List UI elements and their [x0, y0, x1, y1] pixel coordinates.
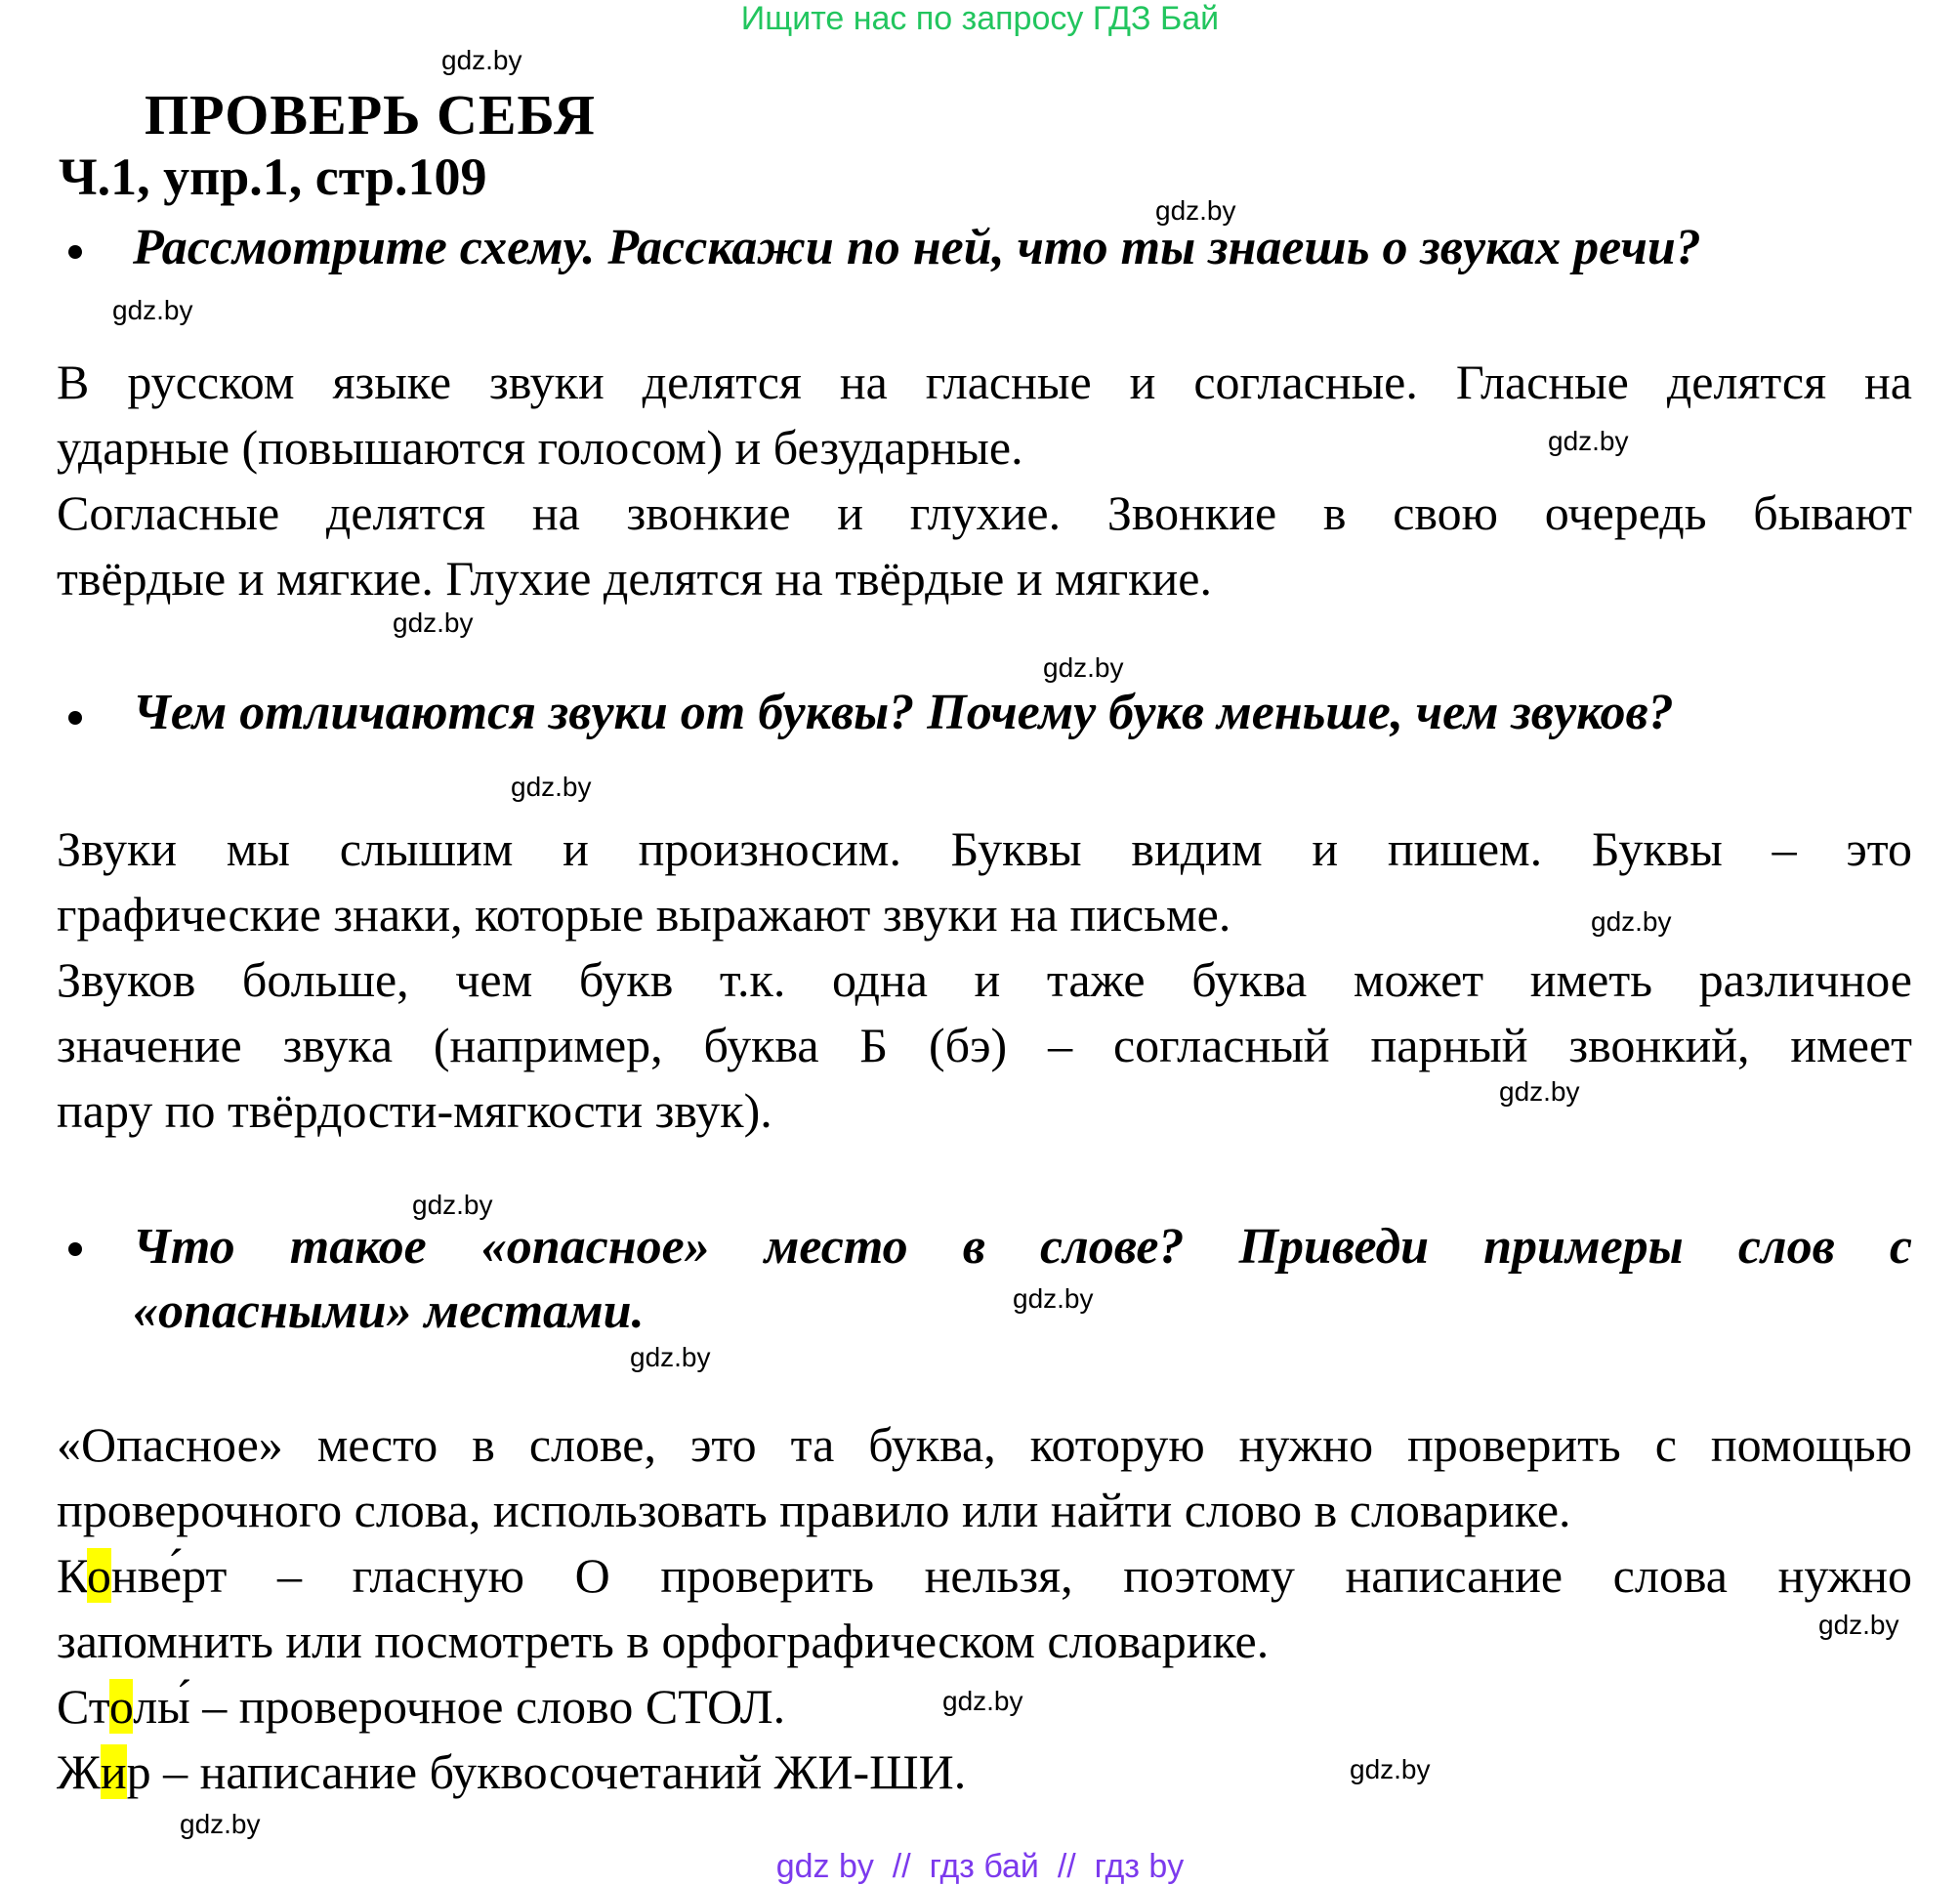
bullet-icon	[68, 245, 82, 259]
answer-line: Звуки мы слышим и произносим. Буквы видим и пишем. Буквы – это	[57, 821, 1912, 876]
word-part: Ж	[57, 1744, 101, 1799]
watermark: gdz.by	[412, 1190, 493, 1220]
answer-line: графические знаки, которые выражают звуки на письме.	[57, 887, 1231, 942]
answer-line: Звуков больше, чем букв т.к. одна и таже буква может иметь различное	[57, 952, 1912, 1007]
answer-2	[57, 817, 1912, 1144]
watermark: gdz.by	[942, 1686, 1023, 1716]
answer-line: ударные (повышаются голосом) и безударные.	[57, 420, 1023, 475]
example-konvert	[57, 1543, 1912, 1609]
answer-line: Согласные делятся на звонкие и глухие. Звонкие в свою очередь бывают	[57, 485, 1912, 540]
word-part: р – написание буквосочетаний ЖИ-ШИ.	[126, 1744, 967, 1799]
example-zhir	[57, 1739, 1912, 1805]
question-line: «опасными» местами.	[133, 1283, 645, 1339]
exercise-reference: Ч.1, упр.1, стр.109	[59, 147, 487, 206]
answer-line: твёрдые и мягкие. Глухие делятся на твёрдые и мягкие.	[57, 551, 1212, 606]
watermark: gdz.by	[441, 45, 522, 75]
watermark: gdz.by	[393, 608, 474, 638]
highlighted-letter: о	[86, 1548, 111, 1603]
watermark: gdz.by	[1350, 1754, 1431, 1784]
question-2: Чем отличаются звуки от буквы? Почему букв меньше, чем звуков?	[133, 685, 1674, 740]
answer-1	[57, 350, 1912, 611]
watermark: gdz.by	[1155, 195, 1236, 226]
footer-links: gdz by // гдз бай // гдз by	[775, 1848, 1185, 1885]
watermark: gdz.by	[511, 772, 592, 802]
bullet-icon	[68, 711, 82, 725]
watermark: gdz.by	[180, 1809, 261, 1839]
word-part: нве́рт – гласную О проверить нельзя, поэтому написание слова нужно	[110, 1548, 1912, 1603]
question-3	[133, 1215, 1912, 1344]
answer-line: пару по твёрдости-мягкости звук).	[57, 1083, 772, 1138]
answer-line: запомнить или посмотреть в орфографическом словарике.	[57, 1614, 1270, 1668]
watermark: gdz.by	[112, 295, 193, 325]
watermark: gdz.by	[1043, 652, 1124, 683]
watermark: gdz.by	[1591, 906, 1672, 937]
answer-3	[57, 1412, 1912, 1805]
bullet-icon	[68, 1242, 82, 1256]
question-1: Рассмотрите схему. Расскажи по ней, что ты знаешь о звуках речи?	[133, 220, 1701, 275]
word-part: К	[57, 1548, 87, 1603]
answer-line: проверочного слова, использовать правило или найти слово в словарике.	[57, 1483, 1571, 1537]
watermark: gdz.by	[1499, 1076, 1580, 1107]
watermark: gdz.by	[1818, 1610, 1899, 1640]
word-part: Ст	[57, 1679, 109, 1734]
watermark: gdz.by	[1013, 1283, 1094, 1314]
answer-line: «Опасное» место в слове, это та буква, которую нужно проверить с помощью	[57, 1417, 1912, 1472]
watermark: gdz.by	[630, 1342, 711, 1372]
search-banner: Ищите нас по запросу ГДЗ Бай	[740, 0, 1220, 37]
highlighted-letter: о	[108, 1679, 134, 1734]
question-line: Что такое «опасное» место в слове? Приведи примеры слов с	[133, 1219, 1912, 1275]
word-part: лы́ – проверочное слово СТОЛ.	[133, 1679, 786, 1734]
answer-line: значение звука (например, буква Б (бэ) – согласный парный звонкий, имеет	[57, 1018, 1912, 1072]
answer-line: В русском языке звуки делятся на гласные и согласные. Гласные делятся на	[57, 355, 1912, 409]
watermark: gdz.by	[1548, 426, 1629, 456]
page-title: ПРОВЕРЬ СЕБЯ	[145, 83, 596, 147]
example-stoly	[57, 1674, 1912, 1739]
highlighted-letter: и	[100, 1744, 127, 1799]
